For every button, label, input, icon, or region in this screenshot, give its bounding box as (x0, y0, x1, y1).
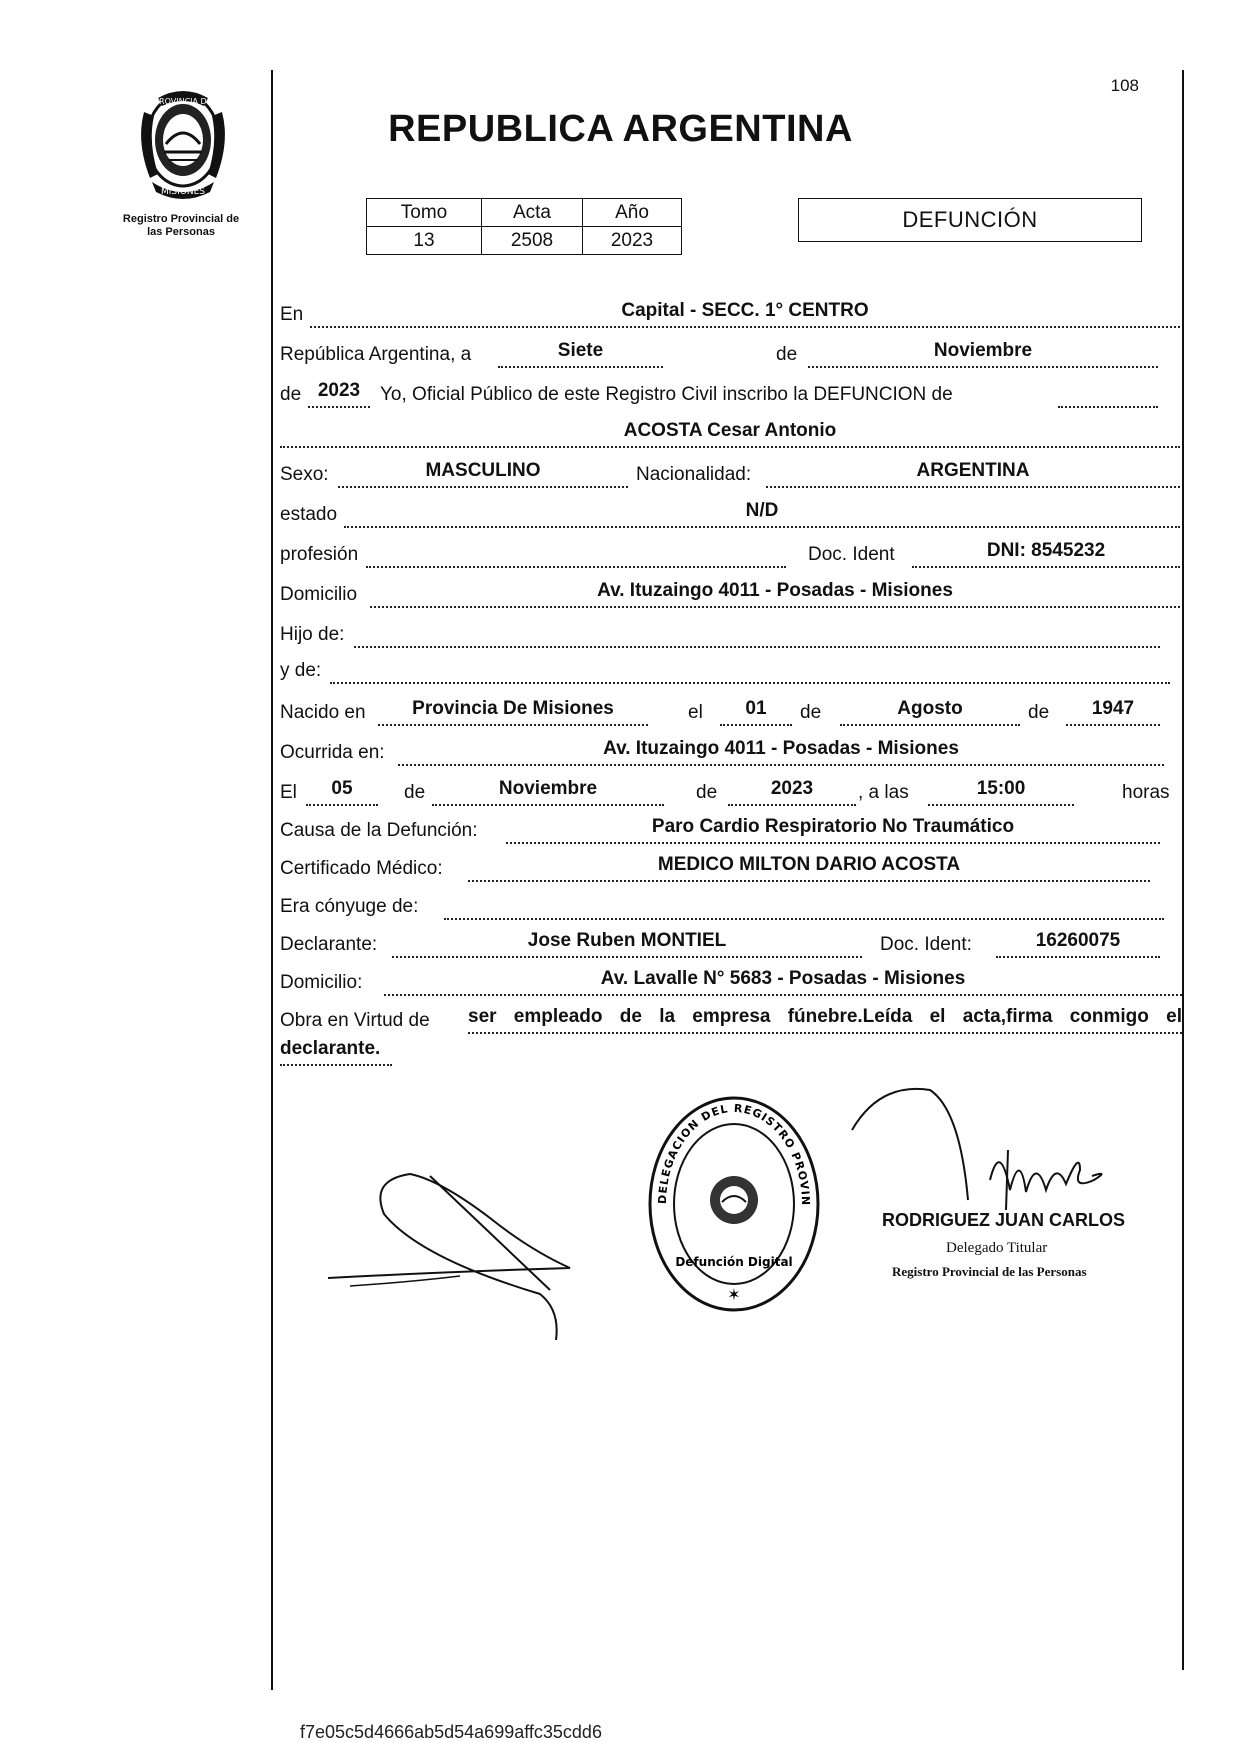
label-y-de: y de: (280, 660, 322, 681)
field-y-de (330, 654, 1170, 684)
row-ocurrida (280, 736, 1164, 766)
field-nac-mes: Agosto (840, 696, 1020, 726)
label-nacionalidad: Nacionalidad: (636, 464, 752, 485)
row-obra-2 (280, 1036, 1182, 1066)
value-anio: 2023 (583, 227, 682, 255)
row-decl-domicilio (280, 966, 1182, 996)
label-a-las: , a las (858, 782, 909, 803)
official-name: RODRIGUEZ JUAN CARLOS (882, 1210, 1126, 1230)
label-el: el (688, 702, 703, 723)
field-obra-line1: ser empleado de la empresa fúnebre.Leída el acta,firma conmigo el (468, 1004, 1182, 1034)
label-hijo: Hijo de: (280, 624, 345, 645)
declarant-signature (320, 1140, 640, 1360)
field-blank (1058, 378, 1158, 408)
field-ocurrida: Av. Ituzaingo 4011 - Posadas - Misiones (398, 736, 1164, 766)
field-domicilio: Av. Ituzaingo 4011 - Posadas - Misiones (370, 578, 1180, 608)
label-conyuge: Era cónyuge de: (280, 896, 419, 917)
header-anio: Año (583, 199, 682, 227)
field-nacionalidad: ARGENTINA (766, 458, 1180, 488)
row-obra (280, 1004, 1182, 1034)
seal-text-bottom: MISIONES (160, 187, 206, 197)
label-obra: Obra en Virtud de (280, 1010, 430, 1031)
svg-text:✶: ✶ (727, 1285, 741, 1304)
value-tomo: 13 (367, 227, 482, 255)
row-conyuge (280, 890, 1164, 920)
label-de: de (696, 782, 718, 803)
field-mes: Noviembre (808, 338, 1158, 368)
row-fecha (280, 338, 1160, 368)
label-causa: Causa de la Defunción: (280, 820, 478, 841)
label-profesion: profesión (280, 544, 359, 565)
label-horas: horas (1122, 782, 1170, 803)
row-certificado (280, 852, 1150, 882)
label-domicilio: Domicilio (280, 584, 358, 605)
logo-caption: Registro Provincial de las Personas (122, 213, 240, 238)
inscription-text: Yo, Oficial Público de este Registro Civil inscribo la DEFUNCION de (380, 384, 953, 405)
row-fecha-defuncion (280, 776, 1180, 806)
row-lugar (280, 298, 1180, 328)
document-hash: f7e05c5d4666ab5d54a699affc35cdd6 (300, 1722, 602, 1742)
label-certificado: Certificado Médico: (280, 858, 443, 879)
field-nacido-lugar: Provincia De Misiones (378, 696, 648, 726)
field-anio: 2023 (308, 378, 370, 408)
page-number: 108 (1110, 76, 1139, 95)
field-nombre: ACOSTA Cesar Antonio (280, 418, 1180, 448)
label-de: de (776, 344, 798, 365)
official-stamp (646, 1094, 822, 1314)
field-hijo (354, 618, 1160, 648)
left-margin-line (271, 70, 273, 1690)
value-acta: 2508 (482, 227, 583, 255)
seal-text-top: PROVINCIA DE (154, 97, 212, 106)
row-causa (280, 814, 1160, 844)
label-de: de (404, 782, 426, 803)
field-nac-anio: 1947 (1066, 696, 1160, 726)
field-causa: Paro Cardio Respiratorio No Traumático (506, 814, 1160, 844)
row-hijo (280, 618, 1160, 648)
field-dia-texto: Siete (498, 338, 663, 368)
row-sexo (280, 458, 1180, 488)
label-republica: República Argentina, a (280, 344, 472, 365)
right-margin-line (1182, 70, 1184, 1670)
field-hora: 15:00 (928, 776, 1074, 806)
field-def-dia: 05 (306, 776, 378, 806)
label-doc-ident: Doc. Ident (808, 544, 895, 565)
field-conyuge (444, 890, 1164, 920)
header-acta: Acta (482, 199, 583, 227)
field-obra-line2: declarante. (280, 1036, 392, 1066)
label-domicilio: Domicilio: (280, 972, 363, 993)
official-role: Delegado Titular (946, 1240, 1048, 1256)
label-ocurrida: Ocurrida en: (280, 742, 385, 763)
label-en: En (280, 304, 304, 325)
field-declarante: Jose Ruben MONTIEL (392, 928, 862, 958)
stamp-ring-text: DELEGACION DEL REGISTRO PROVIN (655, 1101, 813, 1207)
field-certificado: MEDICO MILTON DARIO ACOSTA (468, 852, 1150, 882)
row-nombre (280, 418, 1180, 448)
page-title: REPUBLICA ARGENTINA (388, 108, 853, 150)
field-nac-dia: 01 (720, 696, 792, 726)
row-nacido (280, 696, 1160, 726)
field-def-mes: Noviembre (432, 776, 664, 806)
official-org: Registro Provincial de las Personas (892, 1264, 1087, 1279)
row-estado (280, 498, 1180, 528)
field-profesion (366, 538, 786, 568)
field-decl-doc: 16260075 (996, 928, 1160, 958)
registry-table (366, 198, 682, 255)
label-de: de (280, 384, 302, 405)
label-doc-ident: Doc. Ident: (880, 934, 972, 955)
record-type-box: DEFUNCIÓN (798, 198, 1142, 242)
field-doc: DNI: 8545232 (912, 538, 1180, 568)
field-def-anio: 2023 (728, 776, 856, 806)
row-domicilio (280, 578, 1180, 608)
label-de: de (800, 702, 822, 723)
row-yde (280, 654, 1170, 684)
row-anio (280, 378, 1160, 408)
field-estado: N/D (344, 498, 1180, 528)
label-declarante: Declarante: (280, 934, 378, 955)
field-sexo: MASCULINO (338, 458, 628, 488)
label-el: El (280, 782, 297, 803)
label-estado: estado (280, 504, 338, 525)
field-lugar: Capital - SECC. 1° CENTRO (310, 298, 1180, 328)
header-tomo: Tomo (367, 199, 482, 227)
row-declarante (280, 928, 1160, 958)
label-de: de (1028, 702, 1050, 723)
field-decl-domicilio: Av. Lavalle N° 5683 - Posadas - Misiones (384, 966, 1182, 996)
label-sexo: Sexo: (280, 464, 329, 485)
stamp-inner-text: Defunción Digital (675, 1255, 793, 1269)
label-nacido: Nacido en (280, 702, 366, 723)
row-profesion (280, 538, 1180, 568)
